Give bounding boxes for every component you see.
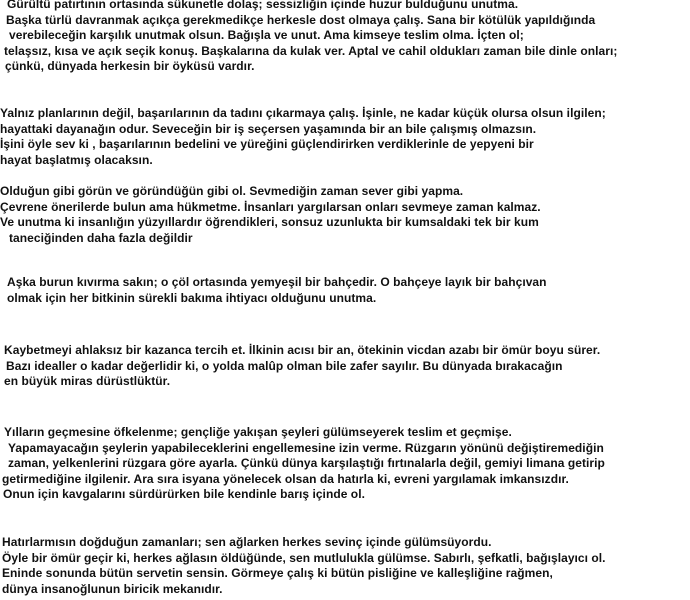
paragraph-4 <box>0 275 690 306</box>
text-line: dünya insanoğlunun biricik mekanıdır. <box>2 581 223 596</box>
paragraph-1 <box>0 0 690 75</box>
text-line: Çevrene önerilerde bulun ama hükmetme. İnsanları yargılarsan onları sevmeye zaman kalmaz. <box>0 199 541 214</box>
text-line: Yalnız planlarının değil, başarılarının da tadını çıkarmaya çalış. İşinle, ne kadar küçük olursa olsun ilgilen; <box>0 106 606 120</box>
text-line: Onun için kavgalarını sürdürürken bile kendinle barış içinde ol. <box>3 487 365 501</box>
text-line: hayat başlatmış olacaksın. <box>0 152 153 167</box>
text-line: getirmediğine ilgilenir. Ara sıra isyana yönelecek olsan da hatırla ki, evreni yargılamak imkansızdır. <box>2 471 569 486</box>
paragraph-2 <box>0 106 690 168</box>
text-line: verebileceğin karşılık unutmak olsun. Bağışla ve unut. Ama kimseye teslim olma. İçten ol; <box>9 28 524 42</box>
text-line: Olduğun gibi görün ve göründüğün gibi ol. Sevmediğin zaman sever gibi yapma. <box>0 184 464 198</box>
text-line: Yılların geçmesine öfkelenme; gençliğe yakışan şeyleri gülümseyerek teslim et geçmişe. <box>4 425 512 439</box>
text-line: Hatırlarmısın doğduğun zamanları; sen ağlarken herkes sevinç içinde gülümsüyordu. <box>2 535 492 549</box>
text-line: Kaybetmeyi ahlaksız bir kazanca tercih et. İlkinin acısı bir an, ötekinin vicdan azabı bir ömür boyu sürer. <box>4 343 601 357</box>
text-line: olmak için her bitkinin sürekli bakıma ihtiyacı olduğunu unutma. <box>7 290 377 305</box>
text-line: Öyle bir ömür geçir ki, herkes ağlasın öldüğünde, sen mutlulukla gülümse. Sabırlı, şefkatli, bağışlayıcı ol. <box>2 550 606 565</box>
text-line: telaşsız, kısa ve açık seçik konuş. Başkalarına da kulak ver. Aptal ve cahil oldukları zaman bile dinle onları; <box>4 43 618 58</box>
text-line: İşini öyle sev ki , başarılarının bedelini ve yüreğini güçlendirirken verdiklerinle de yepyeni bir <box>0 137 534 151</box>
text-line: zaman, yelkenlerini rüzgara göre ayarla. Çünkü dünya karşılaştığı fırtınalarla değil, gemiyi limana getirip <box>8 456 605 470</box>
text-line: Gürültü patırtının ortasında sükunetle dolaş; sessizliğin içinde huzur bulduğunu unutma. <box>7 0 519 11</box>
text-line: en büyük miras dürüstlüktür. <box>4 374 171 388</box>
paragraph-5 <box>0 343 690 390</box>
text-line: Bazı idealler o kadar değerlidir ki, o yolda malûp olman bile zafer sayılır. Bu dünyada bırakacağın <box>6 358 563 373</box>
text-line: hayattaki dayanağın odur. Seveceğin bir iş seçersen yaşamında bir an bile çalışmış olmazsın. <box>0 121 537 136</box>
paragraph-3 <box>0 184 690 246</box>
paragraph-6 <box>0 425 690 503</box>
text-line: Başka türlü davranmak açıkça gerekmedikçe herkesle dost olmaya çalış. Sana bir kötülük yapıldığında <box>6 12 596 27</box>
text-line: taneciğinden daha fazla değildir <box>9 230 193 245</box>
text-line: Aşka burun kıvırma sakın; o çöl ortasında yemyeşil bir bahçedir. O bahçeye layık bir bahçıvan <box>7 275 547 289</box>
paragraph-7 <box>0 535 690 597</box>
text-line: Ve unutma ki insanlığın yüzyıllardır öğrendikleri, sonsuz uzunlukta bir kumsaldaki tek bir kum <box>0 215 539 229</box>
text-line: Eninde sonunda bütün servetin sensin. Görmeye çalış ki bütün pisliğine ve kalleşliğine rağmen, <box>2 566 553 580</box>
text-line: çünkü, dünyada herkesin bir öyküsü vardır. <box>5 59 255 73</box>
text-line: Yapamayacağın şeylerin yapabileceklerini engellemesine izin verme. Rüzgarın yönünü değiştiremediğin <box>8 440 604 455</box>
